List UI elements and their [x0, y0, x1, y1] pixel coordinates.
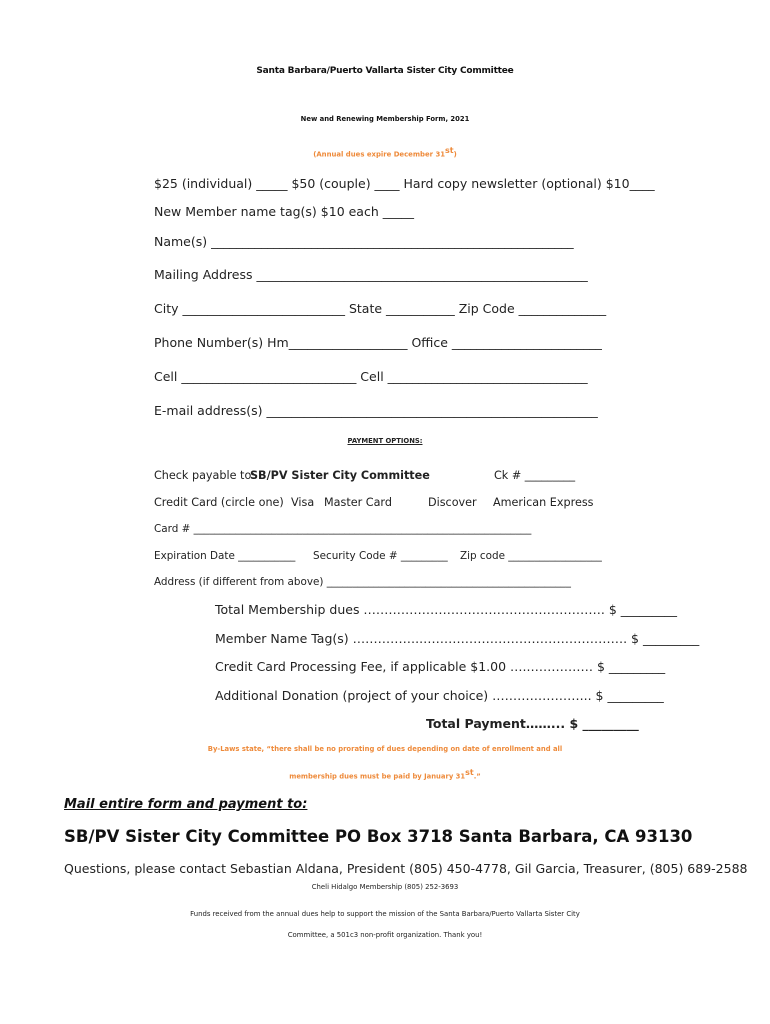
- name-tag-line[interactable]: New Member name tag(s) $10 each _____: [154, 204, 414, 219]
- membership-options-line[interactable]: $25 (individual) _____ $50 (couple) ____ Hard copy newsletter (optional) $10____: [154, 176, 655, 191]
- card-type-mastercard[interactable]: Master Card: [324, 496, 392, 509]
- card-type-amex[interactable]: American Express: [493, 496, 594, 509]
- additional-donation-line[interactable]: Additional Donation (project of your choice) …………………... $ _________: [215, 688, 664, 703]
- email-field[interactable]: E-mail address(s) _____________________________________________________: [154, 403, 598, 418]
- member-name-tags-line[interactable]: Member Name Tag(s) ……………..…………………………………………. $ _________: [215, 631, 700, 646]
- mail-instructions-heading: Mail entire form and payment to:: [64, 797, 308, 812]
- check-payee: SB/PV Sister City Committee: [250, 469, 430, 482]
- contact-line-1: Questions, please contact Sebastian Aldana, President (805) 450-4778, Gil Garcia, Treasurer, (805) 689-2588: [64, 861, 748, 876]
- contact-line-2: Cheli Hidalgo Membership (805) 252-3693: [311, 883, 459, 891]
- card-type-visa[interactable]: Visa: [291, 496, 315, 509]
- credit-card-label: Credit Card (circle one): [154, 496, 284, 509]
- billing-address-field[interactable]: Address (if different from above) _______________________________________________: [154, 576, 571, 588]
- billing-zip-field[interactable]: Zip code __________________: [460, 550, 602, 562]
- mailing-address: SB/PV Sister City Committee PO Box 3718 Santa Barbara, CA 93130: [64, 827, 693, 846]
- check-payable-label: Check payable to:: [154, 469, 256, 482]
- mailing-address-field[interactable]: Mailing Address _____________________________________________________: [154, 267, 588, 282]
- phone-field[interactable]: Phone Number(s) Hm___________________ Office ________________________: [154, 335, 602, 350]
- cell-field[interactable]: Cell ____________________________ Cell ________________________________: [154, 369, 588, 384]
- card-type-discover[interactable]: Discover: [428, 496, 477, 509]
- city-state-zip-field[interactable]: City __________________________ State ___________ Zip Code ______________: [154, 301, 607, 316]
- check-number-field[interactable]: Ck # _________: [494, 469, 576, 482]
- dues-expiry-note: (Annual dues expire December 31st): [313, 146, 457, 159]
- footer-line-2: Committee, a 501c3 non-profit organization. Thank you!: [287, 931, 483, 939]
- names-field[interactable]: Name(s) __________________________________________________________: [154, 234, 574, 249]
- total-payment-line[interactable]: Total Payment……... $ _________: [426, 716, 639, 731]
- total-membership-dues-line[interactable]: Total Membership dues …………………………………………………. $ _________: [215, 602, 678, 617]
- expiration-date-field[interactable]: Expiration Date ___________: [154, 550, 296, 562]
- processing-fee-line[interactable]: Credit Card Processing Fee, if applicable $1.00 …..…………… $ _________: [215, 659, 666, 674]
- form-title: Santa Barbara/Puerto Vallarta Sister City Committee: [256, 66, 514, 76]
- security-code-field[interactable]: Security Code # _________: [313, 550, 448, 562]
- payment-options-heading: PAYMENT OPTIONS:: [347, 437, 423, 445]
- card-number-field[interactable]: Card # _________________________________________________________________: [154, 523, 532, 535]
- bylaws-note-line1: By-Laws state, “there shall be no prorating of dues depending on date of enrollment and all: [207, 745, 563, 753]
- bylaws-note-line2: membership dues must be paid by January 31st.”: [289, 768, 481, 781]
- form-subtitle: New and Renewing Membership Form, 2021: [300, 115, 470, 123]
- footer-line-1: Funds received from the annual dues help to support the mission of the Santa Barbara/Puerto Vallarta Sister City: [190, 910, 580, 918]
